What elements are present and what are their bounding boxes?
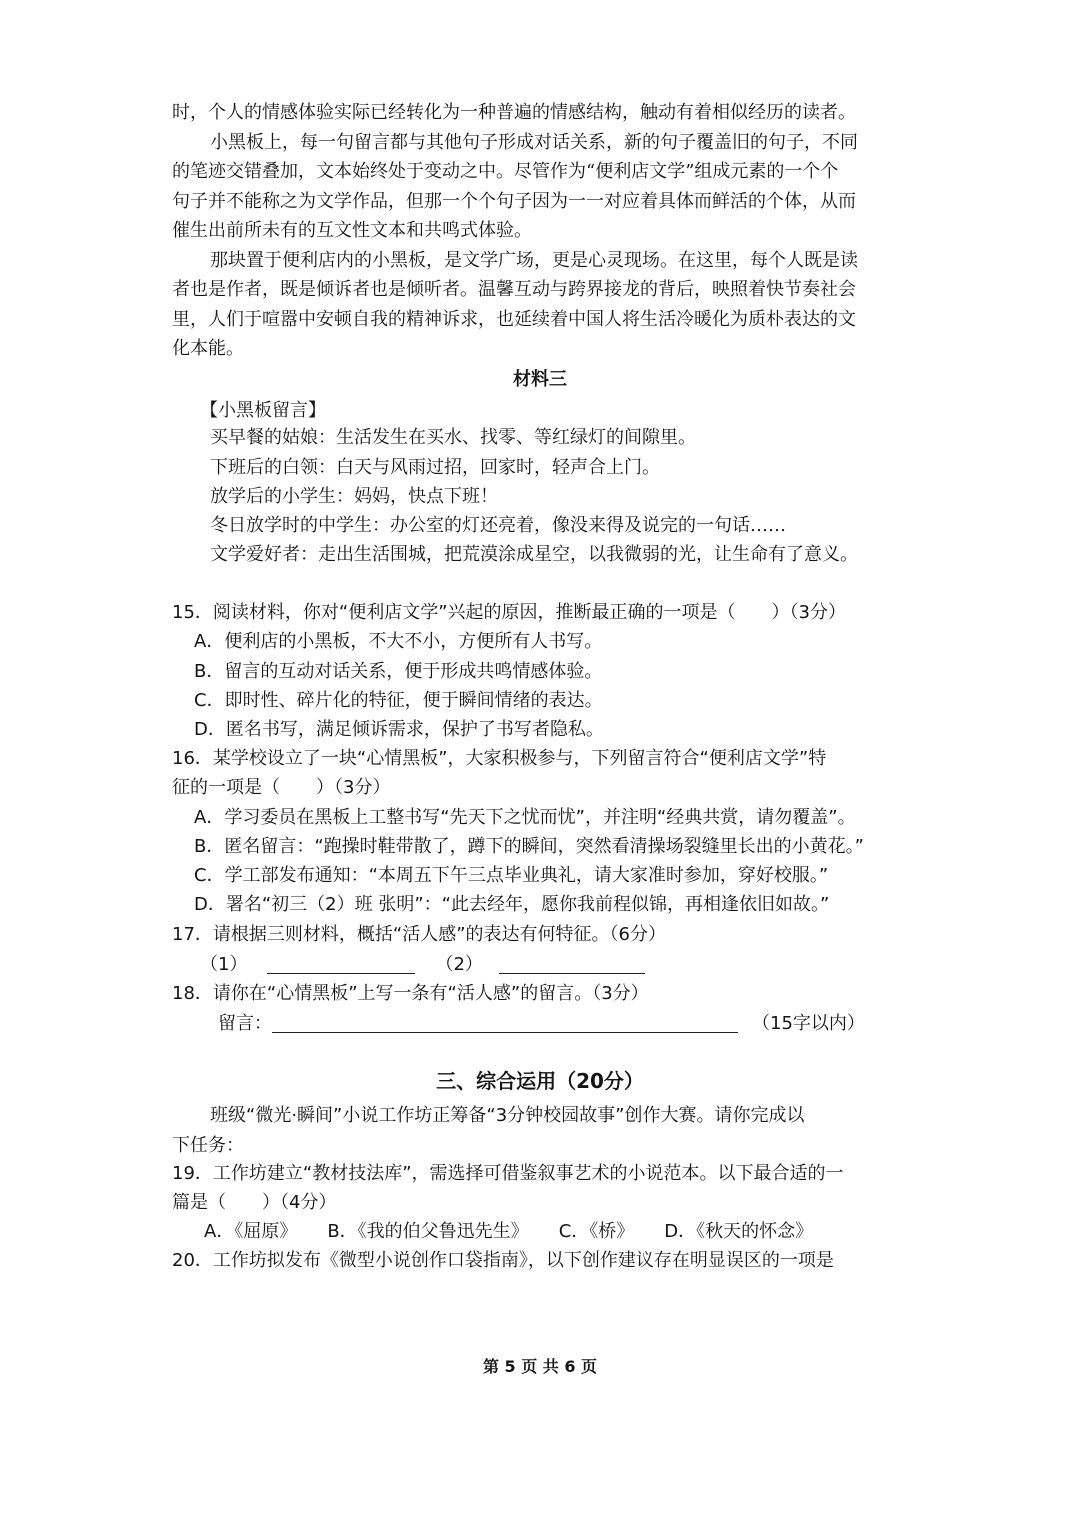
q18-answer-line[interactable]: [272, 1012, 738, 1033]
q15-option-c[interactable]: C．即时性、碎片化的特征，便于瞬间情绪的表达。: [194, 690, 603, 711]
material3-message: 冬日放学时的中学生：办公室的灯还亮着，像没来得及说完的一句话……: [210, 515, 786, 536]
section3-title: 三、综合运用（20分）: [436, 1069, 644, 1093]
material2-line: 者也是作者，既是倾诉者也是倾听者。温馨互动与跨界接龙的背后，映照着快节奏社会: [172, 279, 856, 300]
material2-line: 时，个人的情感体验实际已经转化为一种普遍的情感结构，触动有着相似经历的读者。: [172, 102, 856, 123]
q18-stem: 18．请你在“心情黑板”上写一条有“活人感”的留言。（3分）: [172, 983, 649, 1004]
q17-blank1-line[interactable]: [267, 953, 415, 974]
q15-option-d[interactable]: D．匿名书写，满足倾诉需求，保护了书写者隐私。: [194, 719, 604, 740]
q16-option-d[interactable]: D．署名“初三（2）班 张明”：“此去经年，愿你我前程似锦，再相逢依旧如故。”: [194, 894, 830, 915]
q20-stem: 20．工作坊拟发布《微型小说创作口袋指南》，以下创作建议存在明显误区的一项是: [172, 1250, 834, 1271]
q17-answer-row: [200, 951, 900, 979]
material2-line: 里，人们于喧嚣中安顿自我的精神诉求，也延续着中国人将生活冷暖化为质朴表达的文: [172, 309, 856, 330]
material3-message: 买早餐的姑娘：生活发生在买水、找零、等红绿灯的间隙里。: [210, 427, 696, 448]
material2-line: 句子并不能称之为文学作品，但那一个个句子因为一一对应着具体而鲜活的个体，从而: [172, 191, 856, 212]
q16-stem-line2: 征的一项是（ ）（3分）: [172, 777, 391, 798]
q15-option-b[interactable]: B．留言的互动对话关系，便于形成共鸣情感体验。: [194, 661, 603, 682]
q17-blank1-label: （1）: [200, 954, 248, 975]
q19-option-c[interactable]: C．《桥》: [558, 1221, 635, 1242]
q19-stem-line2: 篇是（ ）（4分）: [172, 1192, 337, 1213]
q17-blank2-label: （2）: [435, 954, 483, 975]
q18-answer-row: [218, 1010, 918, 1038]
q19-stem-line1: 19．工作坊建立“教材技法库”，需选择可借鉴叙事艺术的小说范本。以下最合适的一: [172, 1163, 844, 1184]
page-footer: 第 5 页 共 6 页: [482, 1357, 598, 1376]
section3-intro-line1: 班级“微光·瞬间”小说工作坊正筹备“3分钟校园故事”创作大赛。请你完成以: [210, 1105, 805, 1126]
q15-option-a[interactable]: A．便利店的小黑板，不大不小，方便所有人书写。: [194, 631, 603, 652]
q16-option-c[interactable]: C．学工部发布通知：“本周五下午三点毕业典礼，请大家准时参加，穿好校服。”: [194, 865, 829, 886]
q16-option-b[interactable]: B．匿名留言：“跑操时鞋带散了，蹲下的瞬间，突然看清操场裂缝里长出的小黄花。”: [194, 836, 864, 857]
material2-line: 的笔迹交错叠加，文本始终处于变动之中。尽管作为“便利店文学”组成元素的一个个: [172, 161, 839, 182]
section3-intro-line2: 下任务：: [172, 1135, 244, 1156]
material3-message: 下班后的白领：白天与风雨过招，回家时，轻声合上门。: [210, 457, 660, 478]
material3-message: 文学爱好者：走出生活围城，把荒漠涂成星空，以我微弱的光，让生命有了意义。: [210, 544, 858, 565]
material3-message: 放学后的小学生：妈妈，快点下班！: [210, 486, 498, 507]
q17-blank2-line[interactable]: [499, 953, 645, 974]
q19-option-a[interactable]: A．《屈原》: [204, 1221, 298, 1242]
q19-option-d[interactable]: D．《秋天的怀念》: [664, 1221, 814, 1242]
material3-title: 材料三: [513, 369, 567, 390]
material3-heading: 【小黑板留言】: [200, 400, 326, 421]
q18-note: （15字以内）: [752, 1013, 865, 1034]
material2-line: 化本能。: [172, 338, 244, 359]
q18-label: 留言：: [218, 1013, 272, 1034]
material2-line: 催生出前所未有的互文性文本和共鸣式体验。: [172, 220, 532, 241]
q19-options-row: [204, 1218, 904, 1246]
material2-line: 那块置于便利店内的小黑板，是文学广场，更是心灵现场。在这里，每个人既是读: [210, 250, 858, 271]
q16-option-a[interactable]: A．学习委员在黑板上工整书写“先天下之忧而忧”，并注明“经典共赏，请勿覆盖”。: [194, 807, 856, 828]
material2-line: 小黑板上，每一句留言都与其他句子形成对话关系，新的句子覆盖旧的句子，不同: [210, 132, 858, 153]
q17-stem: 17．请根据三则材料，概括“活人感”的表达有何特征。（6分）: [172, 924, 667, 945]
q19-option-b[interactable]: B．《我的伯父鲁迅先生》: [327, 1221, 529, 1242]
q16-stem-line1: 16．某学校设立了一块“心情黑板”，大家积极参与，下列留言符合“便利店文学”特: [172, 748, 827, 769]
q15-stem: 15．阅读材料，你对“便利店文学”兴起的原因，推断最正确的一项是（ ）（3分）: [172, 602, 847, 623]
